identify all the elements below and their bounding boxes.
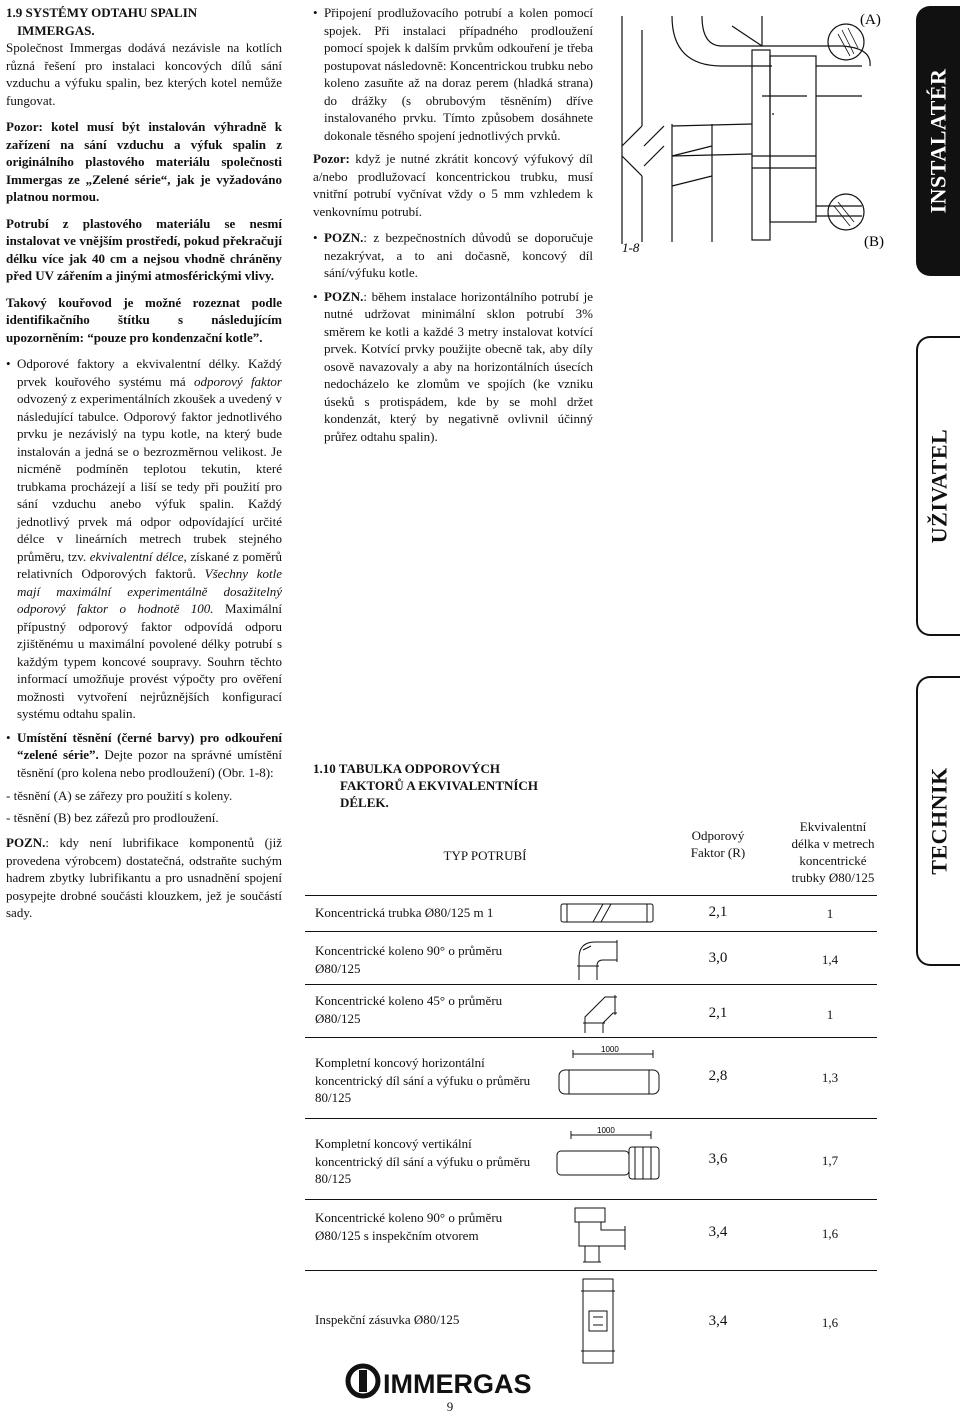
table-row (305, 1038, 877, 1119)
header-resistance-factor: Odporový Faktor (R) (690, 828, 746, 860)
page-number: 9 (446, 1399, 454, 1414)
row-resistance: 3,4 (708, 1224, 728, 1240)
elbow-90-icon (573, 936, 629, 980)
inspection-elbow-icon (571, 1206, 631, 1264)
dash-seal-b: - těsnění (B) bez zářezů pro prodloužení. (6, 809, 219, 825)
horizontal-terminal-icon (553, 1046, 665, 1100)
logo-text: IMMERGAS (383, 1369, 532, 1399)
bullet-seal-placement: • Umístění těsnění (černé barvy) pro odkouření “zelené série”. Dejte pozor na správné umístění těsnění (pro kolena nebo prodloužení) (Obr. 1-8): (6, 729, 282, 782)
left-column (6, 4, 282, 931)
table-row (305, 985, 877, 1038)
row-resistance: 2,8 (708, 1068, 728, 1084)
label-a: (A) (860, 12, 881, 28)
elbow-45-icon (577, 989, 621, 1033)
label-b: (B) (864, 234, 884, 250)
row-name: Koncentrické koleno 90° o průměru Ø80/125 s inspekčním otvorem (315, 1210, 503, 1243)
row-name: Kompletní koncový horizontální koncentrický díl sání a výfuku o průměru 80/125 (315, 1055, 531, 1105)
bullet-safety-note: • POZN.: z bezpečnostních důvodů se doporučuje nezakrývat, a to ani dočasně, koncový díl sání/výfuku kotle. (313, 229, 593, 282)
row-equivalent: 1,6 (821, 1315, 839, 1330)
dimension-label: 1000 (601, 1046, 619, 1054)
paragraph-uv-warning: Potrubí z plastového materiálu se nesmí instalovat ve vnějším prostředí, pokud překračují délku více jak 40 cm a nejsou vhodně chráněny před UV zářením a jinými atmosférickými vlivy. (6, 215, 282, 283)
table-row (305, 1271, 877, 1371)
row-equivalent: 1,4 (821, 952, 839, 967)
middle-column (313, 4, 593, 451)
bullet-joining-pipes: • Připojení prodlužovacího potrubí a kolen pomocí spojek. Při instalaci případného prodloužení pomocí spojek k dalším prvkům odkouření je třeba postupovat následovně: Koncentrickou trubku nebo koleno zasuňte až na doraz perem (hladká strana) do drážky (s obrubovým těsněním) dříve instalovaného prvku. Tímto způsobem dosáhnete dokonale těsného spojení jednotlivých prvků. (313, 4, 593, 144)
vertical-terminal-icon (551, 1127, 667, 1181)
row-resistance: 2,1 (708, 1005, 728, 1021)
row-equivalent: 1 (826, 1007, 834, 1022)
inspection-socket-icon (573, 1277, 623, 1365)
immergas-logo-mark (345, 1362, 555, 1400)
table-row (305, 1200, 877, 1271)
table-header (305, 815, 877, 896)
tab-user[interactable]: UŽIVATEL (916, 336, 960, 636)
figure-caption: 1-8 (622, 240, 640, 254)
bullet-slope-note: • POZN.: během instalace horizontálního potrubí je nutné udržovat minimální sklon potrubí 3% směrem ke kotli a každé 3 metry instalovat kotvící prvek. Kotvící prvky použijte obecně tak, aby díly osově navazovaly a aby na horizontálních úsecích nedocházelo ke zlomům ve spojích (ke vzniku úseků s protispádem, kde by se mohl držet kondenzát, který by negativně ovlivnil účinný průřez odtahu spalin). (313, 288, 593, 446)
paragraph-cutting-warning: Pozor: když je nutné zkrátit koncový výfukový díl a/nebo prodlužovací koncentrickou trubku, musí vnitřní potrubí vyčnívat vždy o 5 mm vzhledem k venkovnímu potrubí. (313, 151, 593, 219)
dash-seal-a: - těsnění (A) se zářezy pro použití s koleny. (6, 788, 233, 803)
row-name: Koncentrické koleno 90° o průměru Ø80/125 (315, 943, 503, 976)
row-equivalent: 1 (826, 906, 834, 921)
paragraph-label-note: Takový kouřovod je možné rozeznat podle identifikačního štítku s následujícím upozorněním: “pouze pro kondenzační kotle”. (6, 294, 282, 345)
row-resistance: 2,1 (708, 904, 728, 920)
bullet-resistance-factors: • Odporové faktory a ekvivalentní délky. Každý prvek kouřového systému má odporový faktor odvozený z experimentálních zkoušek a uvedený v následující tabulce. Odporový faktor jednotlivého prvku je nezávislý na typu kotle, na který bude instalován a jedná se o bezrozměrnou velikost. Je nicméně podmíněn teplotou tekutin, které trubkama procházejí a liší se tedy při použití pro sání vzduchu anebo výfuk spalin. Každý jednotlivý prvek má odpor odpovídající určité délce v lineárních metrech trubek stejného průměru, tzv. ekvivalentní délce, získané z poměrů relativních Odporových faktorů. Všechny kotle mají maximální experimentálně dosažitelný odporový faktor o hodnotě 100. Maximální přípustný odporový faktor odpovídá odporu zjištěnému u maximální povolené délky potrubí s každým typem koncové soupravy. Souhrn těchto informací umožňuje provést výpočty pro ověření možnosti vytvoření nejrůznějších konfigurací systému odtahu spalin. (6, 355, 282, 723)
table-row (305, 896, 877, 932)
row-name: Koncentrická trubka Ø80/125 m 1 (315, 905, 494, 920)
header-pipe-type: TYP POTRUBÍ (443, 848, 527, 863)
resistance-table (305, 815, 877, 1371)
row-name: Koncentrické koleno 45° o průměru Ø80/125 (315, 993, 503, 1026)
row-resistance: 3,6 (708, 1151, 728, 1167)
tab-installer[interactable]: INSTALATÉR (916, 6, 960, 276)
straight-pipe-icon (557, 901, 657, 925)
row-name: Inspekční zásuvka Ø80/125 (315, 1312, 460, 1327)
section-heading-1-10: 1.10 TABULKA ODPOROVÝCH FAKTORŮ A EKVIVALENTNÍCH DÉLEK. (313, 761, 538, 810)
row-equivalent: 1,3 (821, 1070, 839, 1085)
row-resistance: 3,0 (708, 950, 728, 966)
tab-technician[interactable]: TECHNIK (916, 676, 960, 966)
paragraph-warning: Pozor: kotel musí být instalován výhradně k zařízení na sání vzduchu a výfuk spalin z originálního plastového materiálu společnosti Immergas ze „Zelené série“, jak je vyžadováno platnou normou. (6, 119, 282, 204)
row-resistance: 3,4 (708, 1313, 728, 1329)
dimension-label: 1000 (597, 1127, 615, 1135)
paragraph-intro: Společnost Immergas dodává nezávisle na kotlích různá řešení pro instalaci koncových dílů sání vzduchu a výfuku spalin, bez kterých kotel nemůže fungovat. (6, 40, 282, 108)
table-row (305, 932, 877, 985)
row-name: Kompletní koncový vertikální koncentrický díl sání a výfuku o průměru 80/125 (315, 1136, 531, 1186)
seal-placement-figure (612, 6, 900, 254)
row-equivalent: 1,7 (821, 1153, 839, 1168)
row-equivalent: 1,6 (821, 1226, 839, 1241)
header-equivalent-length: Ekvivalentní délka v metrech koncentrické trubky Ø80/125 (791, 819, 875, 885)
section-tabs (916, 6, 960, 1286)
pipe-elbow-diagram (612, 6, 900, 254)
table-row (305, 1119, 877, 1200)
paragraph-lubrication-note: POZN.: kdy není lubrifikace komponentů (již provedena výrobcem) dostatečná, odstraňte suchým hadrem zbytky lubrifikantu a pro usnadnění spojení posypejte drobné součásti klouzkem, jež je součástí sady. (6, 835, 282, 920)
immergas-logo (345, 1362, 555, 1400)
section-heading-1-9: 1.9 SYSTÉMY ODTAHU SPALIN IMMERGAS. (6, 5, 198, 38)
